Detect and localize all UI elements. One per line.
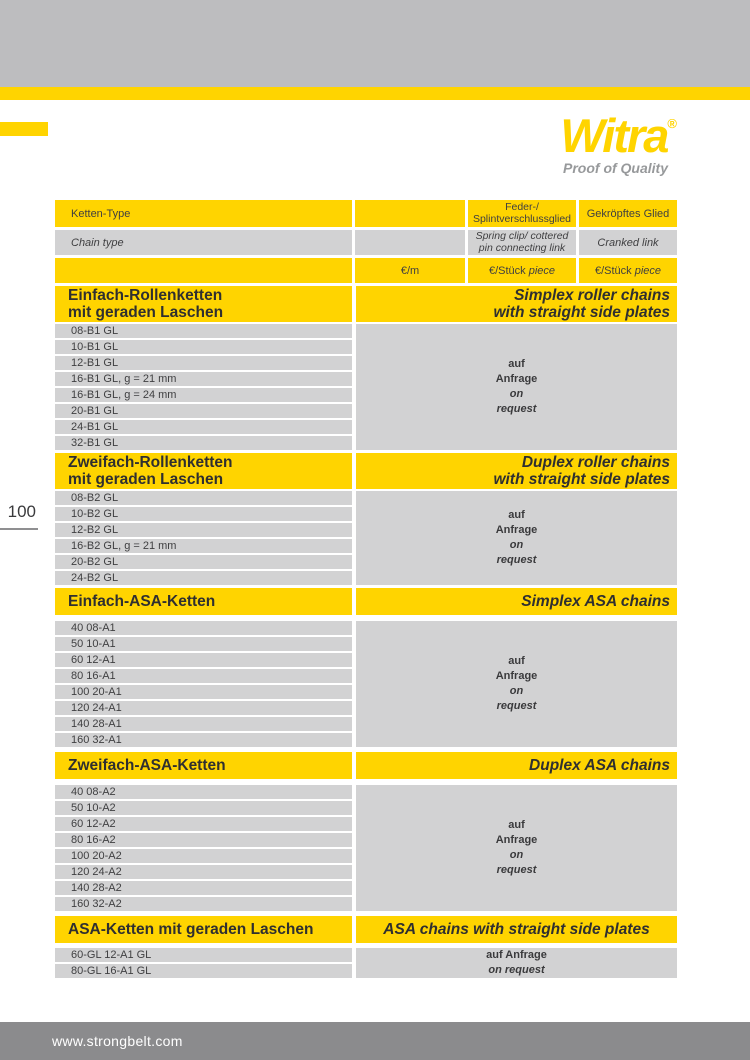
table-row: 160 32-A1 bbox=[55, 733, 352, 747]
section-simplex-asa-chains bbox=[55, 588, 677, 747]
section-body bbox=[55, 621, 677, 747]
on-request-note bbox=[356, 948, 677, 978]
brand-tagline: Proof of Quality bbox=[563, 160, 668, 176]
chain-type-rows bbox=[55, 491, 352, 585]
section-title-en-line1: ASA chains with straight side plates bbox=[383, 921, 650, 938]
header-connecting-link-de-line2: Splintverschlussglied bbox=[472, 212, 572, 225]
header-connecting-link-de bbox=[468, 200, 576, 227]
note-de-line2: Anfrage bbox=[495, 834, 538, 846]
header-connecting-link-en-line1: Spring clip/ cottered bbox=[475, 230, 569, 242]
table-row: 10-B2 GL bbox=[55, 507, 352, 521]
table-row: 60 12-A2 bbox=[55, 817, 352, 831]
table-row: 60 12-A1 bbox=[55, 653, 352, 667]
table-row: 50 10-A1 bbox=[55, 637, 352, 651]
top-yellow-bar bbox=[0, 87, 750, 100]
header-connecting-link-de-line1: Feder-/ bbox=[505, 201, 539, 213]
unit-per-piece-1 bbox=[468, 258, 576, 283]
section-header bbox=[55, 916, 677, 943]
section-title-de-line1: ASA-Ketten mit geraden Laschen bbox=[68, 921, 314, 938]
header-cranked-link-de: Gekröpftes Glied bbox=[579, 200, 677, 227]
table-row: 16-B1 GL, g = 21 mm bbox=[55, 372, 352, 386]
table-row: 40 08-A2 bbox=[55, 785, 352, 799]
note-en-line1: on bbox=[509, 539, 524, 551]
section-body bbox=[55, 324, 677, 450]
table-row: 160 32-A2 bbox=[55, 897, 352, 911]
note-en-line1: on bbox=[509, 849, 524, 861]
chain-type-rows bbox=[55, 785, 352, 911]
on-request-note bbox=[356, 785, 677, 911]
section-header bbox=[55, 453, 677, 489]
table-row: 120 24-A2 bbox=[55, 865, 352, 879]
unit-per-meter: €/m bbox=[355, 258, 465, 283]
table-row: 10-B1 GL bbox=[55, 340, 352, 354]
header-empty-unit-cell bbox=[355, 200, 465, 227]
section-title-de bbox=[55, 588, 352, 615]
table-row: 120 24-A1 bbox=[55, 701, 352, 715]
unit-per-piece-2-en: piece bbox=[634, 264, 662, 277]
section-simplex-roller-chains bbox=[55, 286, 677, 450]
section-body bbox=[55, 948, 677, 978]
section-title-en-line1: Simplex ASA chains bbox=[521, 593, 670, 610]
unit-per-piece-1-de: €/Stück bbox=[488, 264, 526, 277]
note-de-line2: Anfrage bbox=[495, 524, 538, 536]
section-title-en-line1: Duplex roller chains bbox=[521, 454, 670, 471]
section-title-de bbox=[55, 453, 352, 489]
registered-trademark-symbol: ® bbox=[667, 116, 677, 131]
header-connecting-link-en bbox=[468, 230, 576, 255]
section-body bbox=[55, 785, 677, 911]
note-de-line1: auf bbox=[508, 509, 525, 521]
footer-url: www.strongbelt.com bbox=[52, 1033, 183, 1049]
units-empty-cell bbox=[55, 258, 352, 283]
header-empty-unit-cell-en bbox=[355, 230, 465, 255]
section-title-de bbox=[55, 752, 352, 779]
section-title-de-line1: Einfach-Rollenketten bbox=[68, 287, 223, 304]
section-title-en bbox=[356, 916, 677, 943]
chain-type-rows bbox=[55, 621, 352, 747]
section-body bbox=[55, 491, 677, 585]
section-title-en-line1: Simplex roller chains bbox=[514, 287, 670, 304]
section-title-en bbox=[356, 286, 677, 322]
brand-logo bbox=[560, 109, 677, 176]
page-number: 100 bbox=[0, 502, 38, 530]
table-row: 100 20-A2 bbox=[55, 849, 352, 863]
header-cranked-link-en: Cranked link bbox=[579, 230, 677, 255]
table-row: 60-GL 12-A1 GL bbox=[55, 948, 352, 962]
section-title-de bbox=[55, 286, 352, 322]
section-title-de-line2: mit geraden Laschen bbox=[68, 471, 224, 488]
table-row: 140 28-A2 bbox=[55, 881, 352, 895]
table-row: 140 28-A1 bbox=[55, 717, 352, 731]
note-de-line2: Anfrage bbox=[495, 670, 538, 682]
section-duplex-asa-chains bbox=[55, 752, 677, 911]
note-en-line1: on bbox=[509, 685, 524, 697]
section-header bbox=[55, 286, 677, 322]
section-title-en bbox=[356, 453, 677, 489]
table-row: 40 08-A1 bbox=[55, 621, 352, 635]
note-en-line1: on request bbox=[488, 964, 545, 976]
table-row: 50 10-A2 bbox=[55, 801, 352, 815]
chain-type-rows bbox=[55, 324, 352, 450]
section-title-en bbox=[356, 588, 677, 615]
brand-name bbox=[560, 109, 677, 162]
note-de-line2: Anfrage bbox=[495, 373, 538, 385]
on-request-note bbox=[356, 621, 677, 747]
section-title-de-line1: Zweifach-ASA-Ketten bbox=[68, 757, 226, 774]
table-row: 20-B2 GL bbox=[55, 555, 352, 569]
note-de-line1: auf bbox=[508, 819, 525, 831]
section-title-en bbox=[356, 752, 677, 779]
table-row: 24-B1 GL bbox=[55, 420, 352, 434]
unit-per-piece-1-en: piece bbox=[528, 264, 556, 277]
table-row: 12-B2 GL bbox=[55, 523, 352, 537]
table-row: 08-B2 GL bbox=[55, 491, 352, 505]
section-title-de-line1: Zweifach-Rollenketten bbox=[68, 454, 233, 471]
top-gray-banner bbox=[0, 0, 750, 87]
section-title-en-line2: with straight side plates bbox=[493, 304, 670, 321]
brand-name-text: Witra bbox=[560, 109, 668, 162]
section-title-de bbox=[55, 916, 352, 943]
on-request-note bbox=[356, 324, 677, 450]
section-title-de-line2: mit geraden Laschen bbox=[68, 304, 224, 321]
on-request-note bbox=[356, 491, 677, 585]
section-asa-chains-straight-plates bbox=[55, 916, 677, 978]
note-de-line1: auf bbox=[508, 655, 525, 667]
table-row: 12-B1 GL bbox=[55, 356, 352, 370]
header-chain-type-de: Ketten-Type bbox=[55, 200, 352, 227]
table-row: 80 16-A1 bbox=[55, 669, 352, 683]
section-title-en-line1: Duplex ASA chains bbox=[529, 757, 670, 774]
note-en-line1: on bbox=[509, 388, 524, 400]
header-connecting-link-en-line2: pin connecting link bbox=[478, 241, 566, 254]
table-row: 16-B2 GL, g = 21 mm bbox=[55, 539, 352, 553]
left-yellow-accent bbox=[0, 122, 48, 136]
note-en-line2: request bbox=[496, 700, 537, 712]
table-row: 16-B1 GL, g = 24 mm bbox=[55, 388, 352, 402]
section-duplex-roller-chains bbox=[55, 453, 677, 585]
table-row: 80-GL 16-A1 GL bbox=[55, 964, 352, 978]
note-en-line2: request bbox=[496, 554, 537, 566]
table-units-row bbox=[55, 258, 677, 283]
table-row: 80 16-A2 bbox=[55, 833, 352, 847]
note-de-line1: auf Anfrage bbox=[486, 949, 547, 961]
section-header bbox=[55, 752, 677, 779]
chain-type-rows bbox=[55, 948, 352, 978]
note-de-line1: auf bbox=[508, 358, 525, 370]
header-chain-type-en: Chain type bbox=[55, 230, 352, 255]
table-header-row-en bbox=[55, 230, 677, 255]
table-row: 08-B1 GL bbox=[55, 324, 352, 338]
section-title-de-line1: Einfach-ASA-Ketten bbox=[68, 593, 216, 610]
section-header bbox=[55, 588, 677, 615]
table-header-row-de bbox=[55, 200, 677, 227]
unit-per-piece-2-de: €/Stück bbox=[594, 264, 632, 277]
footer-bar bbox=[0, 1022, 750, 1060]
note-en-line2: request bbox=[496, 403, 537, 415]
table-row: 100 20-A1 bbox=[55, 685, 352, 699]
unit-per-piece-2 bbox=[579, 258, 677, 283]
price-table bbox=[55, 200, 677, 981]
table-row: 24-B2 GL bbox=[55, 571, 352, 585]
section-title-en-line2: with straight side plates bbox=[493, 471, 670, 488]
note-en-line2: request bbox=[496, 864, 537, 876]
table-row: 20-B1 GL bbox=[55, 404, 352, 418]
table-row: 32-B1 GL bbox=[55, 436, 352, 450]
